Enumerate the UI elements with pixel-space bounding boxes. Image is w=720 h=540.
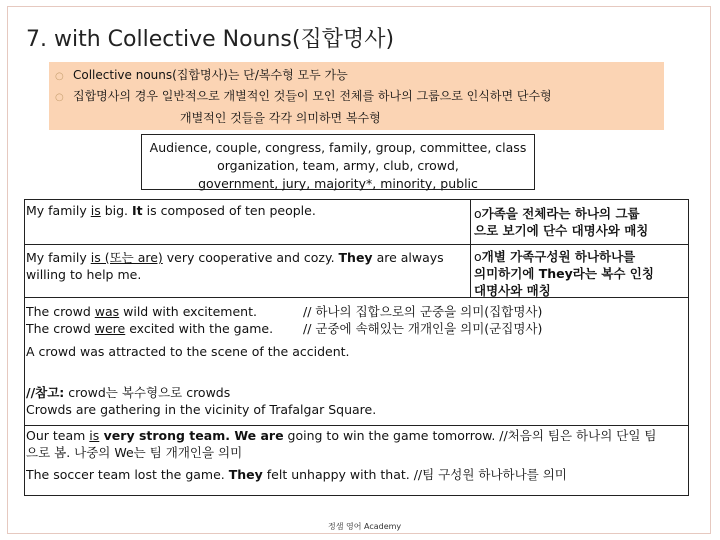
crowd-sentence-3: A crowd was attracted to the scene of the accident. — [26, 344, 350, 359]
bullet-circle-icon: ○ — [55, 92, 64, 103]
example-sentence-2: My family is (또는 are) very cooperative and cozy. They are always willing to help me. — [26, 250, 444, 282]
crowd-comment-1: // 하나의 집합으로의 군중을 의미(집합명사) — [303, 304, 543, 319]
bullet-text: 집합명사의 경우 일반적으로 개별적인 것들이 모인 전체를 하나의 그룹으로 인식하면 단수형 — [73, 89, 552, 103]
bullet-continuation: 개별적인 것들을 각각 의미하면 복수형 — [180, 111, 381, 125]
noun-list-line: government, jury, majority*, minority, public — [198, 176, 478, 191]
row-divider — [25, 244, 688, 245]
noun-list-line: Audience, couple, congress, family, group, committee, class — [149, 140, 527, 155]
note-1: o가족을 전체라는 하나의 그룹 으로 보기에 단수 대명사와 매칭 — [474, 206, 649, 238]
team-sentence-2: The soccer team lost the game. They felt unhappy with that. //팀 구성원 하나하나를 의미 — [26, 467, 567, 482]
team-sentence-1: Our team is very strong team. We are going to win the game tomorrow. //처음의 팀은 하나의 단일 팀 으로 봄. 나중의 We는 팀 개개인을 의미 — [26, 428, 657, 460]
row-divider — [25, 425, 688, 426]
crowd-sentence-2: The crowd were excited with the game. — [26, 321, 274, 336]
bullet-circle-icon: ○ — [55, 71, 64, 82]
examples-table — [24, 199, 689, 496]
column-divider — [470, 200, 471, 297]
crowd-comment-2: // 군중에 속해있는 개개인을 의미(군집명사) — [303, 321, 543, 336]
crowd-sentence-4: Crowds are gathering in the vicinity of Trafalgar Square. — [26, 402, 377, 417]
bullet-item — [55, 66, 348, 83]
footer-text: 정샘 영어 Academy — [328, 522, 402, 531]
collective-noun-list — [141, 134, 535, 190]
example-sentence-1: My family is big. It is composed of ten people. — [26, 203, 316, 218]
noun-list-line: organization, team, army, club, crowd, — [217, 158, 459, 173]
reference-note: //참고: crowd는 복수형으로 crowds — [26, 385, 231, 400]
page-title: 7. with Collective Nouns(집합명사) — [26, 27, 395, 52]
note-2: o개별 가족구성원 하나하나를 의미하기에 They라는 복수 인칭 대명사와 매칭 — [474, 249, 654, 298]
bullet-item — [55, 87, 552, 104]
bullet-text: Collective nouns(집합명사)는 단/복수형 모두 가능 — [73, 68, 348, 82]
crowd-sentence-1: The crowd was wild with excitement. — [26, 304, 257, 319]
